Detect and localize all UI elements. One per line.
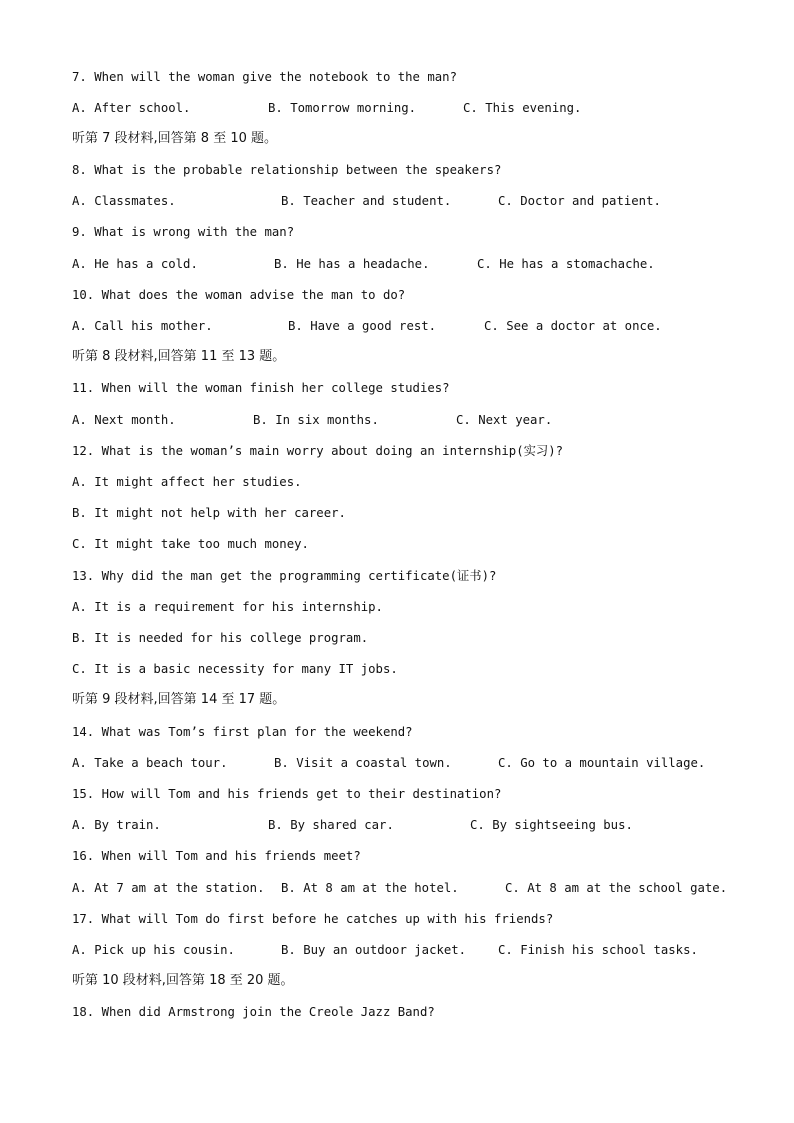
section-heading: 听第 7 段材料,回答第 8 至 10 题。 (72, 131, 278, 146)
option-line-c: C. It is a basic necessity for many IT jobs. (72, 662, 398, 676)
options-row-14 (72, 753, 706, 773)
option-a: A. At 7 am at the station. (72, 881, 265, 895)
option-c: C. Finish his school tasks. (498, 943, 698, 957)
question-18: 18. When did Armstrong join the Creole Jazz Band? (72, 1005, 435, 1019)
question-12: 12. What is the woman’s main worry about doing an internship(实习)? (72, 444, 564, 458)
question-14: 14. What was Tom’s first plan for the weekend? (72, 725, 413, 739)
option-c: C. Go to a mountain village. (498, 756, 706, 770)
question-16: 16. When will Tom and his friends meet? (72, 849, 361, 863)
options-row-9 (72, 254, 655, 274)
option-b: B. Teacher and student. (281, 194, 452, 208)
option-a: A. Pick up his cousin. (72, 943, 235, 957)
option-line-c: C. It might take too much money. (72, 537, 309, 551)
options-row-17 (72, 940, 698, 960)
option-a: A. Take a beach tour. (72, 756, 228, 770)
option-c: C. He has a stomachache. (477, 257, 655, 271)
option-a: A. By train. (72, 818, 161, 832)
option-c: C. See a doctor at once. (484, 319, 662, 333)
option-b: B. In six months. (253, 413, 379, 427)
question-17: 17. What will Tom do first before he catches up with his friends? (72, 912, 554, 926)
option-b: B. Have a good rest. (288, 319, 437, 333)
option-b: B. Visit a coastal town. (274, 756, 452, 770)
option-a: A. Call his mother. (72, 319, 213, 333)
question-7: 7. When will the woman give the notebook to the man? (72, 70, 457, 84)
option-a: A. Next month. (72, 413, 176, 427)
option-c: C. Next year. (456, 413, 553, 427)
options-row-7 (72, 98, 582, 118)
options-row-16 (72, 878, 728, 898)
option-c: C. Doctor and patient. (498, 194, 661, 208)
option-c: C. At 8 am at the school gate. (505, 881, 728, 895)
section-heading: 听第 10 段材料,回答第 18 至 20 题。 (72, 973, 294, 988)
section-heading: 听第 8 段材料,回答第 11 至 13 题。 (72, 349, 286, 364)
options-row-11 (72, 410, 553, 430)
question-15: 15. How will Tom and his friends get to their destination? (72, 787, 502, 801)
question-11: 11. When will the woman finish her college studies? (72, 381, 450, 395)
option-line-b: B. It is needed for his college program. (72, 631, 369, 645)
option-b: B. He has a headache. (274, 257, 430, 271)
option-line-b: B. It might not help with her career. (72, 506, 346, 520)
question-10: 10. What does the woman advise the man to do? (72, 288, 406, 302)
option-line-a: A. It might affect her studies. (72, 475, 302, 489)
option-b: B. By shared car. (268, 818, 394, 832)
option-b: B. Buy an outdoor jacket. (281, 943, 467, 957)
options-row-8 (72, 191, 661, 211)
option-c: C. This evening. (463, 101, 582, 115)
question-13: 13. Why did the man get the programming certificate(证书)? (72, 569, 497, 583)
section-heading: 听第 9 段材料,回答第 14 至 17 题。 (72, 692, 286, 707)
question-9: 9. What is wrong with the man? (72, 225, 295, 239)
option-c: C. By sightseeing bus. (470, 818, 633, 832)
option-a: A. Classmates. (72, 194, 176, 208)
options-row-10 (72, 316, 662, 336)
options-row-15 (72, 815, 633, 835)
option-a: A. He has a cold. (72, 257, 198, 271)
option-line-a: A. It is a requirement for his internship. (72, 600, 383, 614)
question-8: 8. What is the probable relationship between the speakers? (72, 163, 502, 177)
option-b: B. At 8 am at the hotel. (281, 881, 459, 895)
option-b: B. Tomorrow morning. (268, 101, 417, 115)
option-a: A. After school. (72, 101, 191, 115)
